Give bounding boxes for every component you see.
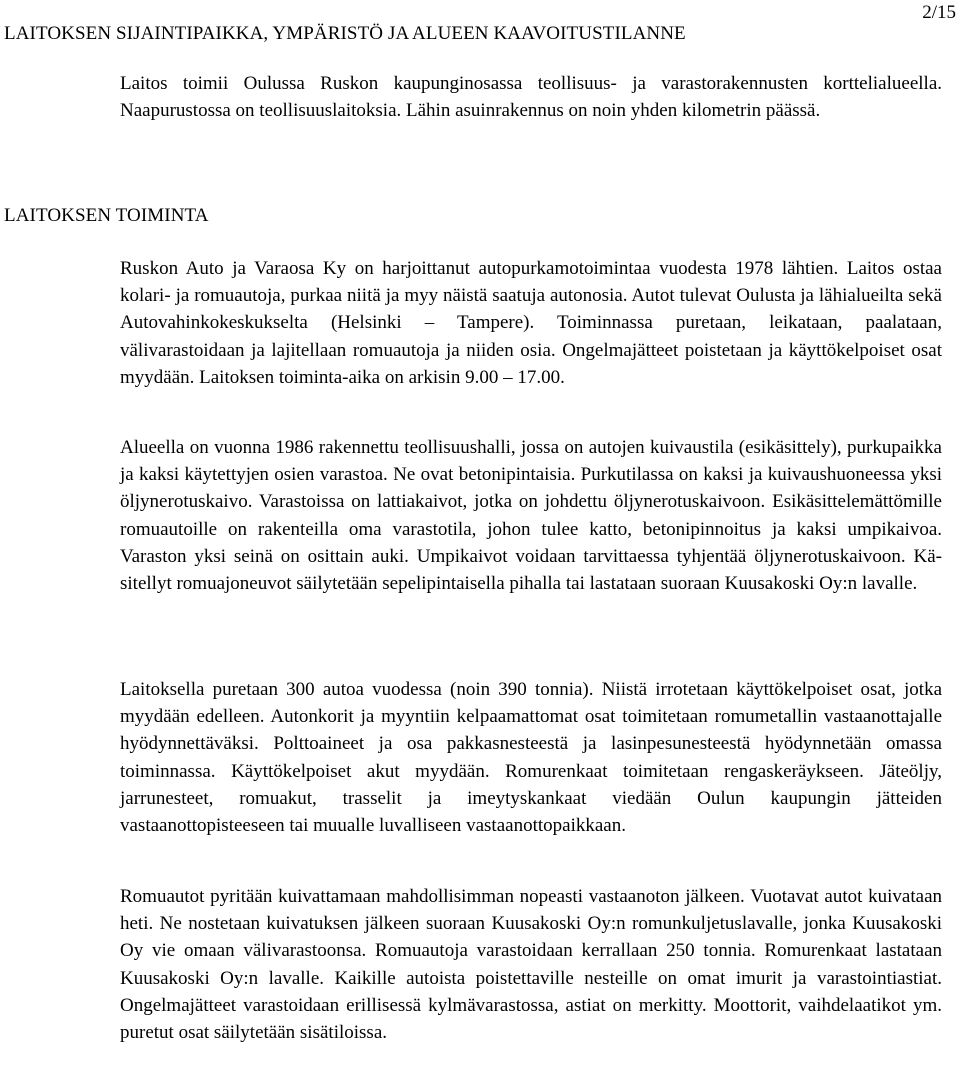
paragraph-facilities: Alueella on vuonna 1986 rakennettu teollisuushalli, jossa on autojen kuivaustila (esikäsittely), purkupaikka ja kaksi käytettyjen osien varastoa. Ne ovat betonipintaisia. Purkutilassa on kaksi ja kuivaushuoneessa yksi öljynerotuskaivo. Varastoissa on lattiakaivot, jotka on johdettu öljynerotuskaivoon. Esikäsittelemättömille romuautoille on rakenteilla oma varastotila, johon tulee katto, betonipinnoitus ja kaksi umpikaivoa. Varaston yksi seinä on osittain auki. Umpikaivot voidaan tarvittaessa tyhjentää öljynerotuskaivoon. Käsitellyt romuajoneuvot säilytetään sepelipintaisella pihalla tai lastataan suoraan Kuusakoski Oy:n lavalle. (120, 437, 942, 595)
paragraph-drying-storage: Romuautot pyritään kuivattamaan mahdollisimman nopeasti vastaanoton jälkeen. Vuotavat autot kuivataan heti. Ne nostetaan kuivatuksen jälkeen suoraan Kuusakoski Oy:n romunkuljetuslavalle, jonka Kuusakoski Oy vie omaan välivarastoonsa. Romuautoja varastoidaan kerrallaan 250 tonnia. Romurenkaat lastataan Kuusakoski Oy:n lavalle. Kaikille autoista poistettaville nesteille on omat imurit ja varastointiastiat. Ongelmajätteet varastoidaan erillisessä kylmävarastossa, astiat on merkitty. Moottorit, vaihdelaatikot ym. puretut osat säilytetään sisätiloissa. (120, 886, 942, 1044)
paragraph-dismantling-volume: Laitoksella puretaan 300 autoa vuodessa (noin 390 tonnia). Niistä irrotetaan käyttökelpoiset osat, jotka myydään edelleen. Autonkorit ja myyntiin kelpaamattomat osat toimitetaan romumetallin vastaanottajalle hyödynnettäväksi. Polttoaineet ja osa pakkasnesteestä ja lasinpesunesteestä hyödynnetään omassa toiminnassa. Käyttökelpoiset akut myydään. Romurenkaat toimitetaan rengaskeräykseen. Jäteöljy, jarrunesteet, romuakut, trasselit ja imeytyskankaat viedään Oulun kaupungin jätteiden vastaanottopisteeseen tai muualle luvalliseen vastaanottopaikkaan. (120, 679, 942, 837)
paragraph-operation-overview: Ruskon Auto ja Varaosa Ky on harjoittanut autopurkamotoimintaa vuodesta 1978 lähtien. Laitos ostaa kolari- ja romuautoja, purkaa niitä ja myy näistä saatuja autonosia. Autot tulevat Oulusta ja lähialueilta sekä Autovahinkokeskukselta (Helsinki – Tampere). Toiminnassa puretaan, leikataan, paalataan, välivarastoidaan ja lajitellaan romuautoja ja niiden osia. Ongelmajätteet poistetaan ja käyttökelpoiset osat myydään. Laitoksen toiminta-aika on arkisin 9.00 – 17.00. (120, 258, 942, 388)
page-number: 2/15 (922, 2, 956, 23)
section-heading-operation: LAITOKSEN TOIMINTA (4, 205, 209, 226)
paragraph-location: Laitos toimii Oulussa Ruskon kaupunginosassa teollisuus- ja varastorakennusten korttelialueella. Naapurustossa on teollisuuslaitoksia. Lähin asuinrakennus on noin yhden kilometrin päässä. (120, 73, 942, 122)
section-heading-location: LAITOKSEN SIJAINTIPAIKKA, YMPÄRISTÖ JA ALUEEN KAAVOITUSTILANNE (4, 23, 686, 44)
